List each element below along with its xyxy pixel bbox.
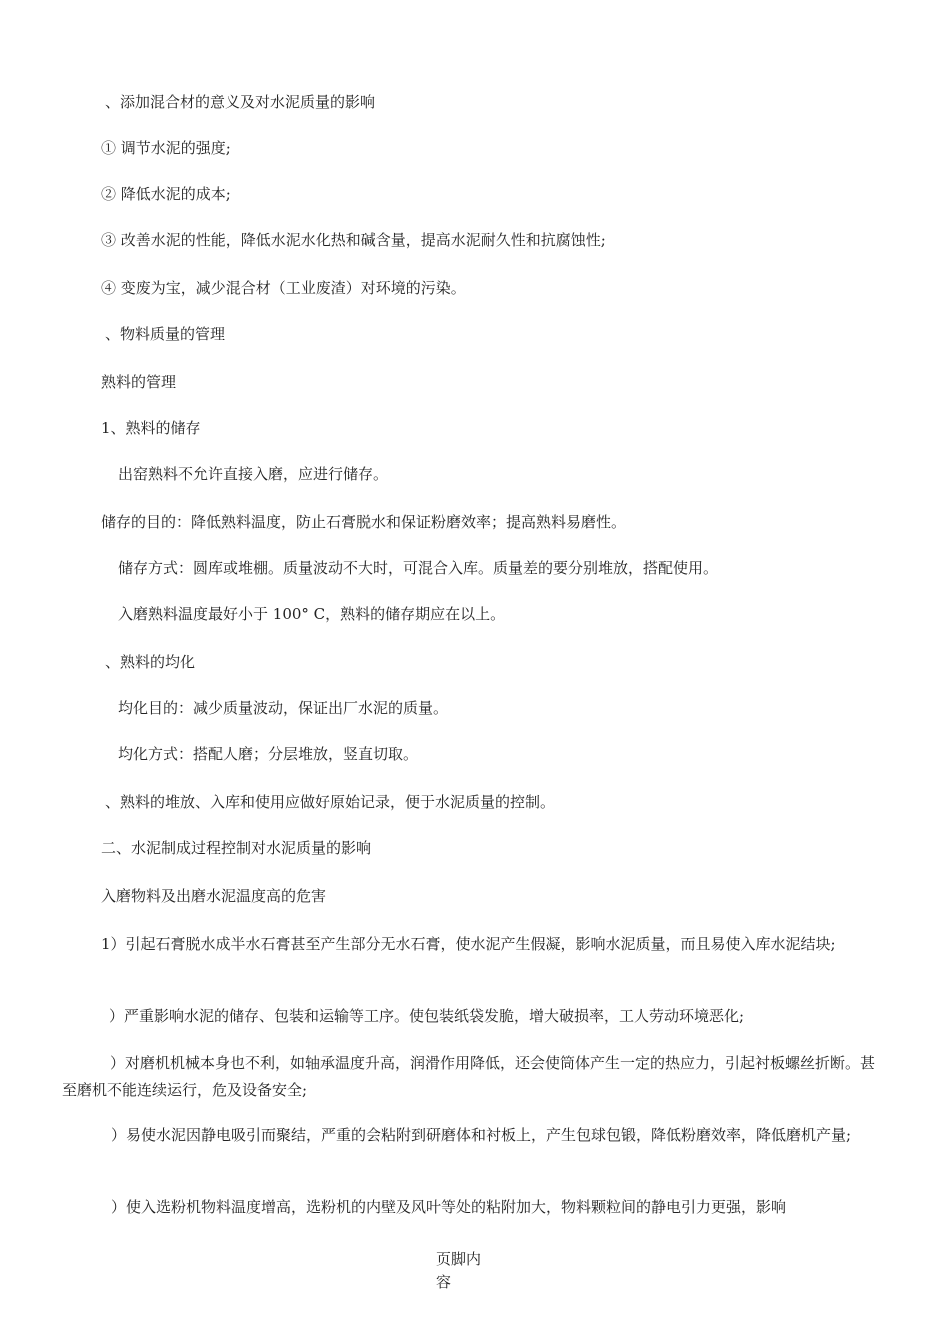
list-item-1: ① 调节水泥的强度; — [101, 139, 231, 157]
paragraph-hazard-4: ）易使水泥因静电吸引而聚结，严重的会粘附到研磨体和衬板上，产生包球包锻，降低粉磨效率，降低磨机产量; — [111, 1126, 852, 1144]
list-item-3: ③ 改善水泥的性能，降低水泥水化热和碱含量，提高水泥耐久性和抗腐蚀性; — [101, 231, 606, 249]
text-homogenization-purpose: 均化目的：减少质量波动，保证出厂水泥的质量。 — [118, 699, 449, 717]
paragraph-hazard-1: 1）引起石膏脱水成半水石膏甚至产生部分无水石膏，使水泥产生假凝，影响水泥质量，而且易使入库水泥结块; — [101, 935, 836, 953]
subheading-clinker: 熟料的管理 — [101, 373, 177, 391]
list-item-4: ④ 变废为宝，减少混合材（工业废渣）对环境的污染。 — [101, 279, 466, 297]
section-heading-material: 、物料质量的管理 — [105, 325, 226, 343]
list-item-2: ② 降低水泥的成本; — [101, 185, 231, 203]
paragraph-hazard-5: ）使入选粉机物料温度增高，选粉机的内壁及风叶等处的粘附加大，物料颗粒间的静电引力更强，影响 — [111, 1198, 787, 1216]
subheading-homogenization: 、熟料的均化 — [105, 653, 196, 671]
text-storage-temperature: 入磨熟料温度最好小于 100° C，熟料的储存期应在以上。 — [118, 605, 506, 623]
text-storage-purpose: 储存的目的：降低熟料温度，防止石膏脱水和保证粉磨效率；提高熟料易磨性。 — [101, 513, 627, 531]
section-heading-process: 二、水泥制成过程控制对水泥质量的影响 — [101, 839, 372, 857]
text-homogenization-method: 均化方式：搭配人磨；分层堆放，竖直切取。 — [118, 745, 419, 763]
subheading-storage: 1、熟料的储存 — [101, 419, 201, 437]
paragraph-hazard-3: ）对磨机机械本身也不利，如轴承温度升高，润滑作用降低，还会使筒体产生一定的热应力，引起衬板螺丝折断。甚至磨机不能连续运行，危及设备安全; — [62, 1054, 876, 1099]
text-records: 、熟料的堆放、入库和使用应做好原始记录，便于水泥质量的控制。 — [105, 793, 556, 811]
text-storage-1: 出窑熟料不允许直接入磨，应进行储存。 — [118, 465, 389, 483]
section-heading-admixture: 、添加混合材的意义及对水泥质量的影响 — [105, 93, 376, 111]
subheading-temperature-hazards: 入磨物料及出磨水泥温度高的危害 — [101, 887, 327, 905]
paragraph-hazard-2: ）严重影响水泥的储存、包装和运输等工序。使包装纸袋发脆，增大破损率，工人劳动环境恶化; — [109, 1007, 745, 1025]
text-storage-method: 储存方式：圆库或堆棚。质量波动不大时，可混合入库。质量差的要分别堆放，搭配使用。 — [118, 559, 719, 577]
page-footer: 页脚内容 — [436, 1250, 482, 1291]
